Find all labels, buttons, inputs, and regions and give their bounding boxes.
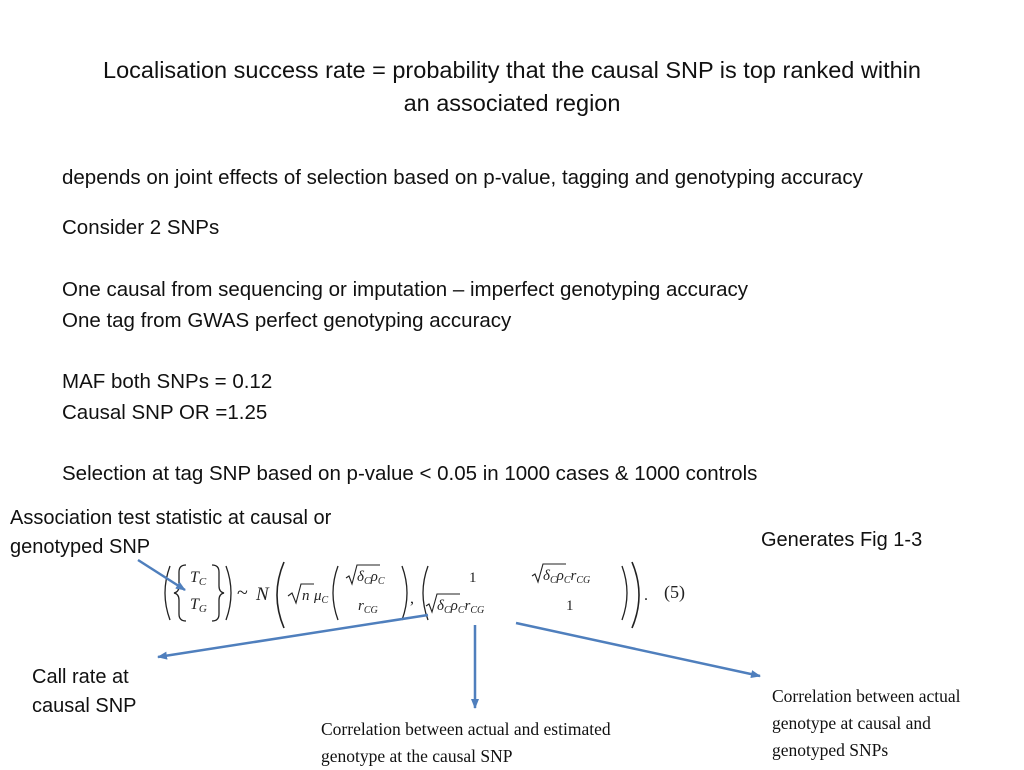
call-rate-line-2: causal SNP — [32, 695, 137, 717]
matrix-top-right: $\delta_C\rho_Cr_{CG}$ — [543, 568, 591, 586]
mu-c-symbol: $\mu_C$ — [314, 588, 329, 606]
title-line-1: Localisation success rate = probability that the causal SNP is top ranked within — [103, 57, 921, 83]
normal-right-paren — [632, 562, 639, 628]
correlation-estimated-line-2: genotype at the causal SNP — [321, 746, 513, 766]
call-rate-line-1: Call rate at — [32, 666, 129, 688]
association-line-1: Association test statistic at causal or — [10, 507, 332, 529]
delta-rho-symbol: $\delta_C\rho_C$ — [357, 569, 385, 587]
matrix-one-top: 1 — [469, 570, 477, 586]
correlation-estimated-line-1: Correlation between actual and estimated — [321, 719, 611, 739]
r-cg-symbol: $r_{CG}$ — [358, 598, 378, 616]
vector-left-paren — [333, 566, 338, 620]
equation-5 — [165, 562, 685, 628]
period-symbol: . — [644, 587, 648, 604]
selection-text: Selection at tag SNP based on p-value < 0.05 in 1000 cases & 1000 controls — [62, 462, 758, 485]
depends-text: depends on joint effects of selection based on p-value, tagging and genotyping accuracy — [62, 166, 863, 189]
left-paren — [165, 566, 170, 620]
correlation-genotyped-line-1: Correlation between actual — [772, 686, 961, 706]
one-causal-text: One causal from sequencing or imputation – imperfect genotyping accuracy — [62, 278, 748, 301]
right-brace — [212, 565, 224, 621]
causal-or-text: Causal SNP OR =1.25 — [62, 401, 268, 424]
correlation-genotyped-line-3: genotyped SNPs — [772, 740, 889, 760]
title-line-2: an associated region — [403, 90, 621, 116]
generates-annotation: Generates Fig 1-3 — [761, 529, 923, 551]
matrix-right-paren — [622, 566, 627, 620]
t-c-symbol: TC — [190, 569, 207, 588]
normal-left-paren — [277, 562, 284, 628]
tilde-symbol: ~ — [237, 582, 248, 604]
arrow-to-correlation-genotyped — [516, 623, 760, 676]
n-symbol: n — [302, 588, 310, 604]
matrix-one-bottom: 1 — [566, 598, 574, 614]
left-brace — [174, 565, 186, 621]
association-line-2: genotyped SNP — [10, 536, 151, 558]
correlation-genotyped-line-2: genotype at causal and — [772, 713, 931, 733]
maf-text: MAF both SNPs = 0.12 — [62, 370, 273, 393]
matrix-left-paren — [423, 566, 428, 620]
consider-text: Consider 2 SNPs — [62, 216, 220, 239]
arrow-to-call-rate — [158, 615, 428, 657]
normal-n-symbol: N — [256, 584, 269, 605]
arrow-to-test-statistic — [138, 560, 185, 590]
right-paren — [226, 566, 231, 620]
vector-right-paren — [402, 566, 407, 620]
sqrt-n — [288, 584, 314, 603]
one-tag-text: One tag from GWAS perfect genotyping accuracy — [62, 309, 512, 332]
equation-number: (5) — [664, 582, 685, 602]
t-g-symbol: TG — [190, 596, 207, 615]
comma-symbol: , — [410, 590, 414, 607]
matrix-bottom-left: $\delta_C\rho_Cr_{CG}$ — [437, 598, 485, 616]
